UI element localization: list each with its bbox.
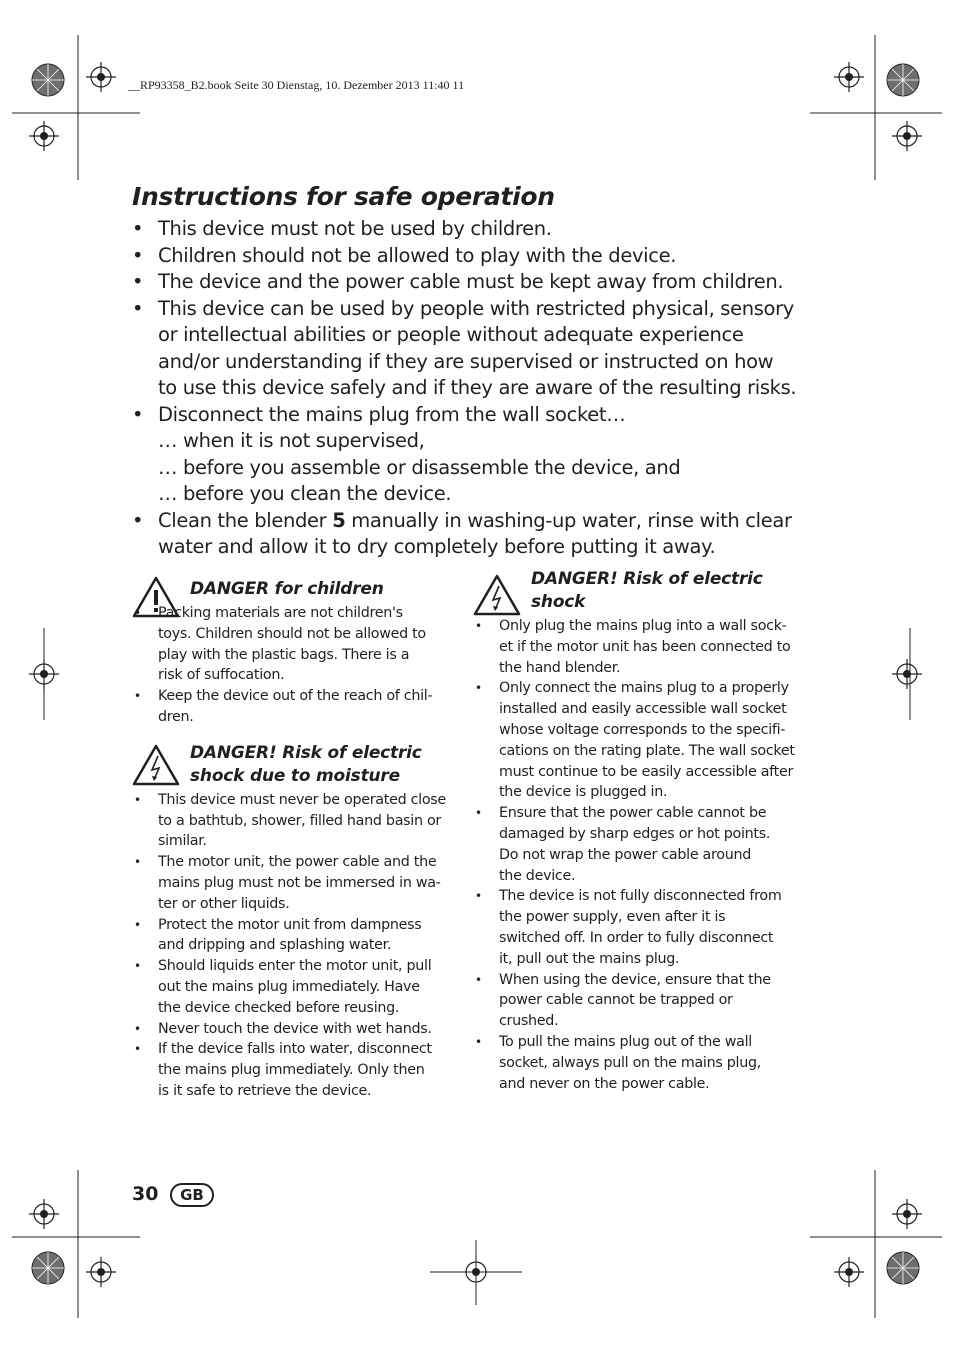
language-badge: GB — [170, 1183, 214, 1207]
bullet-marker: • — [475, 806, 482, 821]
list-item — [132, 269, 802, 296]
bullet-marker: • — [475, 972, 482, 987]
list-item — [473, 678, 795, 803]
item-text: Do not wrap the power cable around — [499, 846, 752, 863]
list-item — [132, 296, 802, 402]
item-text: et if the motor unit has been connected to — [499, 638, 791, 655]
bullet-text — [158, 508, 802, 535]
item-text: Only connect the mains plug to a properly — [499, 680, 789, 697]
item-text: Packing materials are not children's — [158, 605, 403, 621]
item-text: the mains plug immediately. Only then — [158, 1062, 425, 1079]
list-item — [132, 243, 802, 270]
item-text: risk of suffocation. — [158, 667, 285, 684]
bullet-marker: • — [134, 689, 141, 704]
item-text: Only plug the mains plug into a wall sock- — [499, 618, 787, 634]
list-item — [132, 915, 454, 957]
item-text: When using the device, ensure that the — [499, 971, 771, 988]
item-text: To pull the mains plug out of the wall — [499, 1033, 752, 1050]
item-text: cations on the rating plate. The wall socket — [499, 742, 795, 759]
bullet-text: This device must not be used by children. — [158, 217, 552, 240]
left-column — [132, 568, 454, 1102]
item-text: dren. — [158, 708, 194, 725]
bullet-text: Children should not be allowed to play with the device. — [158, 243, 677, 267]
warning-heading — [473, 568, 795, 614]
list-item — [132, 852, 454, 914]
part-number-ref: 5 — [332, 508, 346, 532]
item-text: and never on the power cable. — [499, 1075, 710, 1092]
bullet-marker: • — [475, 889, 482, 904]
bullet-marker: • — [132, 296, 144, 320]
list-item — [132, 956, 454, 1018]
bullet-text: The device and the power cable must be kept away from children. — [158, 270, 784, 293]
bullet-marker: • — [134, 606, 141, 620]
right-column — [473, 568, 795, 1094]
item-text: whose voltage corresponds to the specifi- — [499, 721, 786, 738]
item-text: toys. Children should not be allowed to — [158, 625, 426, 642]
item-text: Should liquids enter the motor unit, pull — [158, 958, 432, 975]
bullet-marker: • — [475, 619, 482, 633]
warning-triangle-lightning-icon — [473, 574, 521, 616]
item-text: Keep the device out of the reach of chil- — [158, 688, 433, 705]
bullet-subline: … before you assemble or disassemble the device, and — [158, 455, 681, 479]
item-text: play with the plastic bags. There is a — [158, 646, 410, 663]
bullet-marker: • — [132, 270, 144, 293]
list-item — [132, 216, 802, 243]
item-text: power cable cannot be trapped or — [499, 992, 733, 1009]
item-text: it, pull out the mains plug. — [499, 950, 680, 967]
list-item — [473, 886, 795, 969]
warning-triangle-lightning-icon — [132, 744, 180, 786]
bullet-marker: • — [475, 1034, 482, 1049]
bullet-marker: • — [132, 243, 144, 267]
bullet-text: water and allow it to dry completely before putting it away. — [158, 535, 716, 558]
list-item — [132, 790, 454, 852]
item-text: the device checked before reusing. — [158, 999, 400, 1016]
bullet-marker: • — [134, 792, 141, 807]
list-item — [132, 603, 454, 686]
bullet-text-post: manually in washing-up water, rinse with clear — [345, 508, 792, 532]
item-text: and dripping and splashing water. — [158, 937, 392, 954]
item-text: the device. — [499, 867, 576, 884]
list-item — [132, 1039, 454, 1101]
bullet-marker: • — [132, 402, 144, 426]
bullet-marker: • — [134, 855, 141, 870]
item-text: Protect the motor unit from dampness — [158, 916, 422, 933]
item-text: the power supply, even after it is — [499, 909, 726, 926]
item-text: the hand blender. — [499, 659, 621, 676]
item-text: The device is not fully disconnected from — [499, 888, 782, 905]
item-text: switched off. In order to fully disconnect — [499, 929, 774, 946]
bullet-subline: … when it is not supervised, — [158, 429, 425, 452]
item-text: This device must never be operated close — [158, 791, 446, 808]
bullet-text: to use this device safely and if they are aware of the resulting risks. — [158, 376, 797, 399]
item-text: similar. — [158, 833, 207, 850]
list-item — [473, 970, 795, 1032]
list-item — [473, 1032, 795, 1094]
warning-list — [132, 603, 454, 728]
warning-title: shock due to moisture — [190, 765, 400, 786]
file-info-header: __RP93358_B2.book Seite 30 Dienstag, 10. Dezember 2013 11:40 11 — [128, 78, 465, 92]
item-text: Ensure that the power cable cannot be — [499, 805, 767, 822]
item-text: must continue to be easily accessible after — [499, 763, 794, 780]
item-text: If the device falls into water, disconnect — [158, 1041, 432, 1058]
bullet-text: and/or understanding if they are supervised or instructed on how — [158, 349, 774, 373]
bullet-text-pre: Clean the blender — [158, 508, 333, 532]
bullet-marker: • — [134, 1042, 141, 1057]
bullet-marker: • — [132, 217, 144, 240]
item-text: socket, always pull on the mains plug, — [499, 1054, 761, 1071]
list-item — [473, 803, 795, 886]
warning-title: shock — [531, 592, 586, 612]
item-text: The motor unit, the power cable and the — [158, 854, 437, 871]
bullet-marker: • — [475, 681, 482, 696]
bullet-marker: • — [134, 959, 141, 974]
item-text: mains plug must not be immersed in wa- — [158, 874, 441, 891]
bullet-marker: • — [134, 917, 141, 932]
bullet-marker: • — [134, 1021, 141, 1036]
warning-heading — [132, 568, 454, 601]
item-text: crushed. — [499, 1013, 559, 1030]
bullet-marker: • — [132, 508, 144, 532]
bullet-text: This device can be used by people with restricted physical, sensory — [158, 296, 794, 320]
item-text: Never touch the device with wet hands. — [158, 1020, 432, 1037]
warning-list — [132, 790, 454, 1102]
warning-title: DANGER! Risk of electric — [190, 742, 422, 763]
warning-heading — [132, 742, 454, 788]
item-text: installed and easily accessible wall socket — [499, 701, 787, 718]
warning-list — [473, 616, 795, 1094]
warning-title: DANGER for children — [190, 579, 384, 599]
item-text: is it safe to retrieve the device. — [158, 1082, 372, 1099]
warning-title: DANGER! Risk of electric — [531, 569, 763, 589]
main-bullet-list — [132, 216, 802, 561]
bullet-subline: … before you clean the device. — [158, 482, 452, 505]
item-text: damaged by sharp edges or hot points. — [499, 825, 771, 842]
bullet-text: Disconnect the mains plug from the wall socket… — [158, 402, 626, 426]
item-text: to a bathtub, shower, filled hand basin or — [158, 812, 442, 829]
list-item — [132, 686, 454, 728]
item-text: ter or other liquids. — [158, 895, 290, 912]
list-item — [132, 1019, 454, 1040]
item-text: the device is plugged in. — [499, 784, 668, 801]
page-title: Instructions for safe operation — [132, 182, 555, 211]
item-text: out the mains plug immediately. Have — [158, 978, 420, 995]
list-item — [132, 508, 802, 561]
bullet-text: or intellectual abilities or people without adequate experience — [158, 323, 744, 346]
page-number: 30 — [132, 1183, 159, 1205]
list-item — [473, 616, 795, 678]
list-item — [132, 402, 802, 508]
